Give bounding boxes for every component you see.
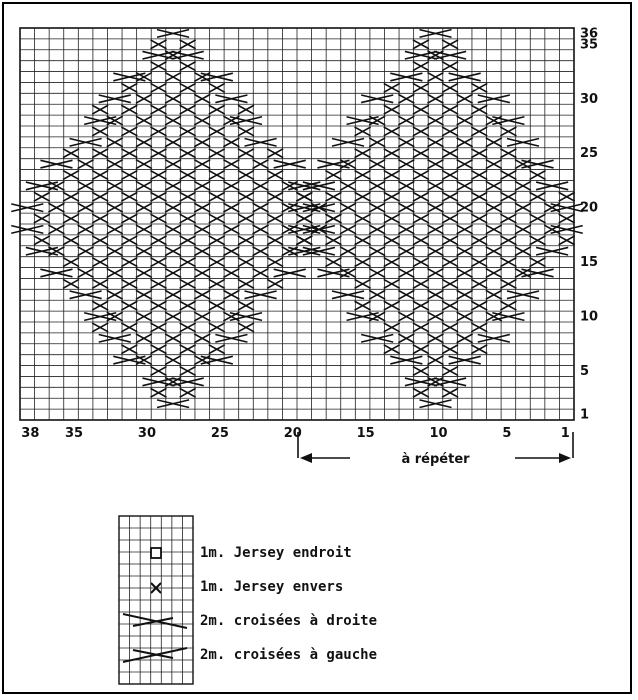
col-label: 38 (21, 426, 40, 441)
repeat-label: à répéter (401, 452, 470, 467)
legend-label-jersey-envers: 1m. Jersey envers (200, 579, 344, 595)
row-label: 30 (580, 91, 599, 107)
col-label: 25 (210, 426, 229, 441)
row-label: 5 (580, 364, 590, 379)
row-label: 36 (580, 26, 599, 42)
row-label: 25 (580, 146, 599, 162)
repeat-arrow-left-head (300, 453, 312, 463)
row-label: 1 (580, 407, 590, 423)
repeat-arrow-right-head (559, 453, 571, 463)
row-label: 35 (580, 37, 599, 53)
col-label: 35 (65, 426, 84, 441)
row-label: 15 (580, 255, 599, 271)
col-label: 30 (137, 426, 157, 441)
legend-symbol-cross-left (133, 650, 173, 658)
col-label: 10 (429, 426, 448, 441)
col-label: 5 (502, 426, 512, 441)
col-label: 15 (356, 426, 375, 441)
col-label: 20 (283, 426, 302, 441)
legend-label-croisees-droite: 2m. croisées à droite (200, 613, 378, 629)
legend-label-croisees-gauche: 2m. croisées à gauche (200, 647, 378, 663)
col-label: 1 (560, 426, 570, 441)
legend-symbol-cross-right (133, 618, 173, 626)
row-label: 20 (580, 200, 599, 216)
legend-symbol-square (151, 548, 161, 558)
legend-label-jersey-endroit: 1m. Jersey endroit (200, 545, 352, 561)
row-label: 10 (580, 309, 599, 325)
